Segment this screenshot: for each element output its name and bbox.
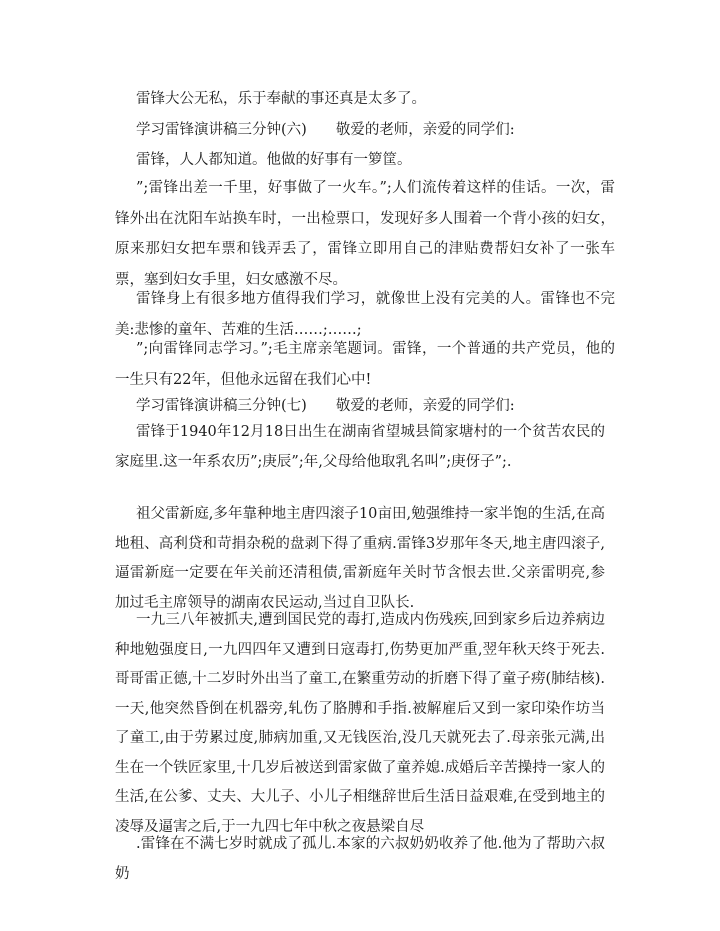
- paragraph-2: 学习雷锋演讲稿三分钟(六) 敬爱的老师，亲爱的同学们:: [136, 122, 515, 138]
- paragraph-4: ”;雷锋出差一千里，好事做了一火车。”;人们流传着这样的佳话。一次，雷锋外出在沈阳车站换车时，一出检票口，发现好多人围着一个背小孩的妇女，原来那妇女把车票和钱弄丢了，雷锋立即用自己的津贴费帮妇女补了一张车票，塞到妇女手里，妇女感激不尽。: [115, 180, 615, 289]
- paragraph-3: 雷锋，人人都知道。他做的好事有一箩筐。: [136, 152, 412, 168]
- paragraph-6: ”;向雷锋同志学习。”;毛主席亲笔题词。雷锋，一个普通的共产党员，他的一生只有22年，但他永远留在我们心中!: [115, 341, 615, 388]
- paragraph-10: 一九三八年被抓夫,遭到国民党的毒打,造成内伤残疾,回到家乡后边养病边种地勉强度日,一九四四年又遭到日寇毒打,伤势更加严重,翌年秋天终于死去.哥哥雷正德,十二岁时外出当了童工,在繁重劳动的折磨下得了童子痨(肺结核).一天,他突然昏倒在机器旁,轧伤了胳膊和手指.被解雇后又到一家印染作坊当了童工,由于劳累过度,肺病加重,又无钱医治,没几天就死去了.母亲张元满,出生在一个铁匠家里,十几岁后被送到雷家做了童养媳.成婚后辛苦操持一家人的生活,在公爹、丈夫、大儿子、小儿子相继辞世后生活日益艰难,在受到地主的凌辱及逼害之后,于一九四七年中秋之夜悬梁自尽: [115, 612, 605, 835]
- paragraph-11: .雷锋在不满七岁时就成了孤儿.本家的六叔奶奶收养了他.他为了帮助六叔奶: [115, 836, 605, 882]
- paragraph-1: 雷锋大公无私，乐于奉献的事还真是太多了。: [136, 91, 426, 107]
- paragraph-8: 雷锋于1940年12月18日出生在湖南省望城县简家塘村的一个贫苦农民的家庭里.这一年系农历”;庚辰”;年,父母给他取乳名叫”;庚伢子”;.: [115, 424, 605, 470]
- paragraph-7: 学习雷锋演讲稿三分钟(七) 敬爱的老师，亲爱的同学们:: [136, 398, 515, 414]
- paragraph-5: 雷锋身上有很多地方值得我们学习，就像世上没有完美的人。雷锋也不完美:悲惨的童年、苦难的生活……;……;: [115, 291, 615, 338]
- paragraph-9: 祖父雷新庭,多年靠种地主唐四滚子10亩田,勉强维持一家半饱的生活,在高地租、高利贷和苛捐杂税的盘剥下得了重病.雷锋3岁那年冬天,地主唐四滚子,逼雷新庭一定要在年关前还清租债,雷新庭年关时节含恨去世.父亲雷明亮,参加过毛主席领导的湖南农民运动,当过自卫队长.: [115, 506, 605, 611]
